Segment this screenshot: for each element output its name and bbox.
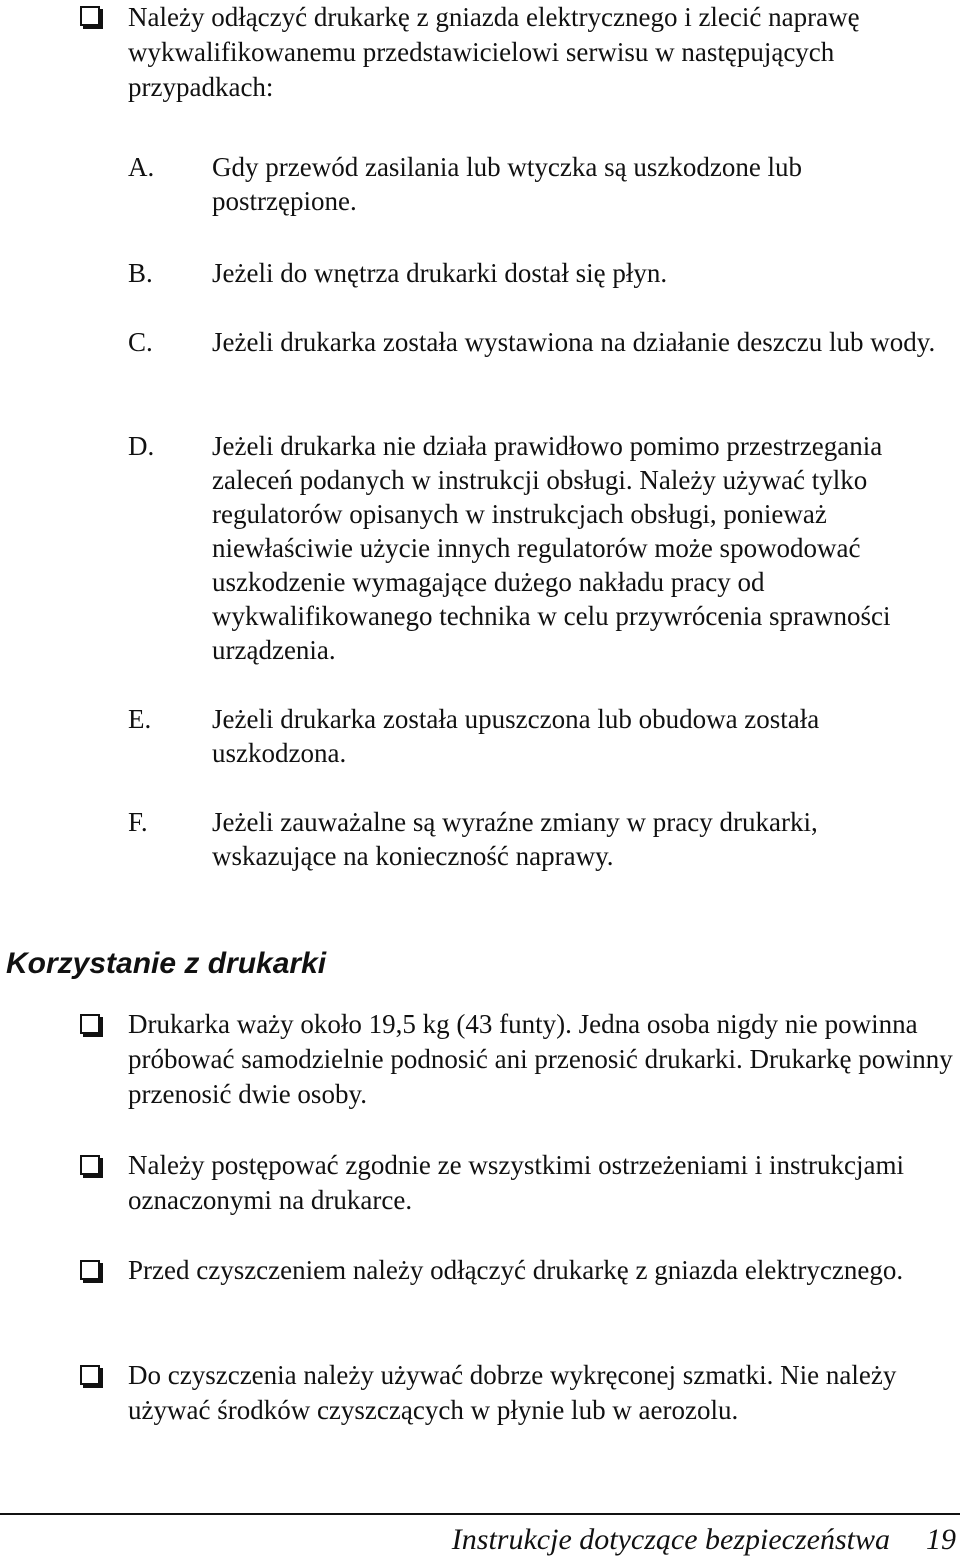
page-number: 19 — [926, 1523, 956, 1556]
section-bullet-text: Przed czyszczeniem należy odłączyć drukarkę z gniazda elektrycznego. — [128, 1255, 904, 1285]
case-text: Jeżeli drukarka nie działa prawidłowo pomimo przestrzegania zaleceń podanych w instrukcji obsługi. Należy używać tylko regulatorów opisanych w instrukcjach obsługi, ponieważ niewłaściwie użycie innych regulatorów może spowodować uszkodzenie wymagające dużego nakładu pracy od wykwalifikowanego technika w celu przywrócenia sprawności urządzenia. — [212, 431, 891, 665]
section-heading: Korzystanie z drukarki — [6, 947, 327, 980]
case-letter: E. — [128, 704, 152, 734]
case-text: Gdy przewód zasilania lub wtyczka są uszkodzone lub postrzępione. — [212, 152, 803, 216]
checkbox-bullet-icon — [80, 6, 100, 26]
case-text: Jeżeli drukarka została upuszczona lub obudowa została uszkodzona. — [212, 704, 820, 768]
footer-title: Instrukcje dotyczące bezpieczeństwa — [451, 1523, 890, 1556]
checkbox-bullet-icon — [80, 1155, 100, 1175]
footer-divider — [0, 1513, 960, 1515]
page-footer — [452, 1520, 956, 1560]
checkbox-bullet-icon — [80, 1260, 100, 1280]
case-text: Jeżeli zauważalne są wyraźne zmiany w pracy drukarki, wskazujące na konieczność naprawy. — [212, 807, 818, 871]
section-bullet-text: Należy postępować zgodnie ze wszystkimi ostrzeżeniami i instrukcjami oznaczonymi na drukarce. — [128, 1150, 904, 1215]
case-letter: D. — [128, 431, 155, 461]
case-text: Jeżeli do wnętrza drukarki dostał się płyn. — [212, 258, 668, 288]
case-text: Jeżeli drukarka została wystawiona na działanie deszczu lub wody. — [212, 327, 936, 357]
checkbox-bullet-icon — [80, 1365, 100, 1385]
case-letter: F. — [128, 807, 148, 837]
case-letter: B. — [128, 258, 153, 288]
case-letter: C. — [128, 327, 153, 357]
section-bullet-text: Drukarka waży około 19,5 kg (43 funty). Jedna osoba nigdy nie powinna próbować samodzielnie podnosić ani przenosić drukarki. Drukarkę powinny przenosić dwie osoby. — [128, 1009, 953, 1109]
case-letter: A. — [128, 152, 155, 182]
intro-bullet-text: Należy odłączyć drukarkę z gniazda elektrycznego i zlecić naprawę wykwalifikowanemu przedstawicielowi serwisu w następujących przypadkach: — [128, 2, 860, 102]
checkbox-bullet-icon — [80, 1014, 100, 1034]
section-bullet-text: Do czyszczenia należy używać dobrze wykręconej szmatki. Nie należy używać środków czyszczących w płynie lub w aerozolu. — [128, 1360, 897, 1425]
